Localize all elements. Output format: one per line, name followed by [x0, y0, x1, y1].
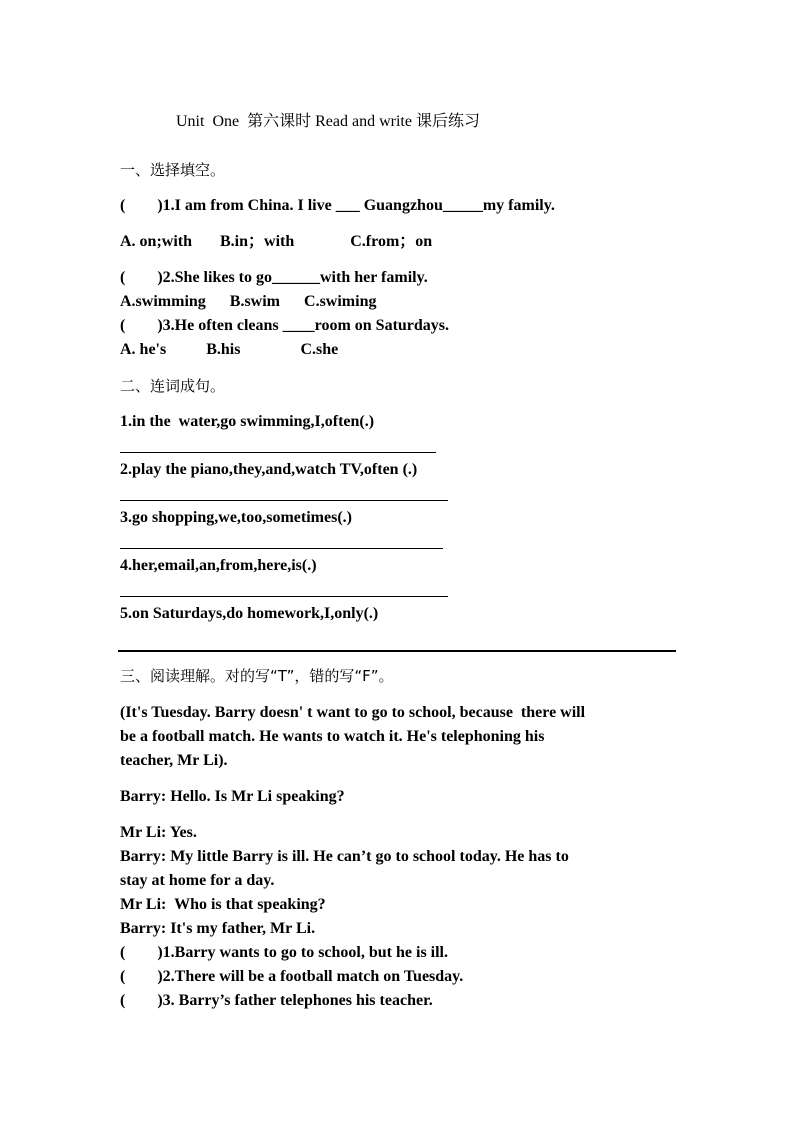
tf-question: ( )3. Barry’s father telephones his teacher.: [120, 992, 433, 1009]
dialogue-line: stay at home for a day.: [120, 872, 275, 889]
dialogue-line: Barry: It's my father, Mr Li.: [120, 920, 316, 937]
question-1-3: ( )3.He often cleans ____room on Saturdays.: [120, 317, 450, 334]
tf-question: ( )1.Barry wants to go to school, but he is ill.: [120, 944, 448, 961]
reading-intro-line: be a football match. He wants to watch it. He's telephoning his: [120, 728, 545, 745]
page-title: Unit One 第六课时 Read and write 课后练习: [176, 113, 480, 130]
answer-line: [120, 596, 448, 597]
sentence-item: 4.her,email,an,from,here,is(.): [120, 557, 317, 574]
answer-line: [120, 548, 443, 549]
reading-intro-line: (It's Tuesday. Barry doesn' t want to go to school, because there will: [120, 704, 586, 721]
dialogue-line: Mr Li: Who is that speaking?: [120, 896, 326, 913]
sentence-item: 2.play the piano,they,and,watch TV,often (.): [120, 461, 418, 478]
tf-question: ( )2.There will be a football match on Tuesday.: [120, 968, 464, 985]
dialogue-line: Barry: Hello. Is Mr Li speaking?: [120, 788, 345, 805]
dialogue-line: Barry: My little Barry is ill. He can’t go to school today. He has to: [120, 848, 569, 865]
answer-line: [118, 650, 676, 652]
question-1-1-options: A. on;with B.in；with C.from；on: [120, 233, 433, 250]
dialogue-line: Mr Li: Yes.: [120, 824, 197, 841]
section1-heading: 一、选择填空。: [120, 161, 226, 179]
question-1-2-options: A.swimming B.swim C.swiming: [120, 293, 377, 310]
question-1-3-options: A. he's B.his C.she: [120, 341, 339, 358]
sentence-item: 1.in the water,go swimming,I,often(.): [120, 413, 375, 430]
reading-intro-line: teacher, Mr Li).: [120, 752, 228, 769]
question-1-1: ( )1.I am from China. I live ___ Guangzhou_____my family.: [120, 197, 555, 214]
answer-line: [120, 452, 436, 453]
section3-heading: 三、阅读理解。对的写“T”，错的写“F”。: [120, 667, 394, 685]
sentence-item: 5.on Saturdays,do homework,I,only(.): [120, 605, 379, 622]
question-1-2: ( )2.She likes to go______with her family.: [120, 269, 428, 286]
section2-heading: 二、连词成句。: [120, 377, 226, 395]
answer-line: [120, 500, 448, 501]
sentence-item: 3.go shopping,we,too,sometimes(.): [120, 509, 352, 526]
